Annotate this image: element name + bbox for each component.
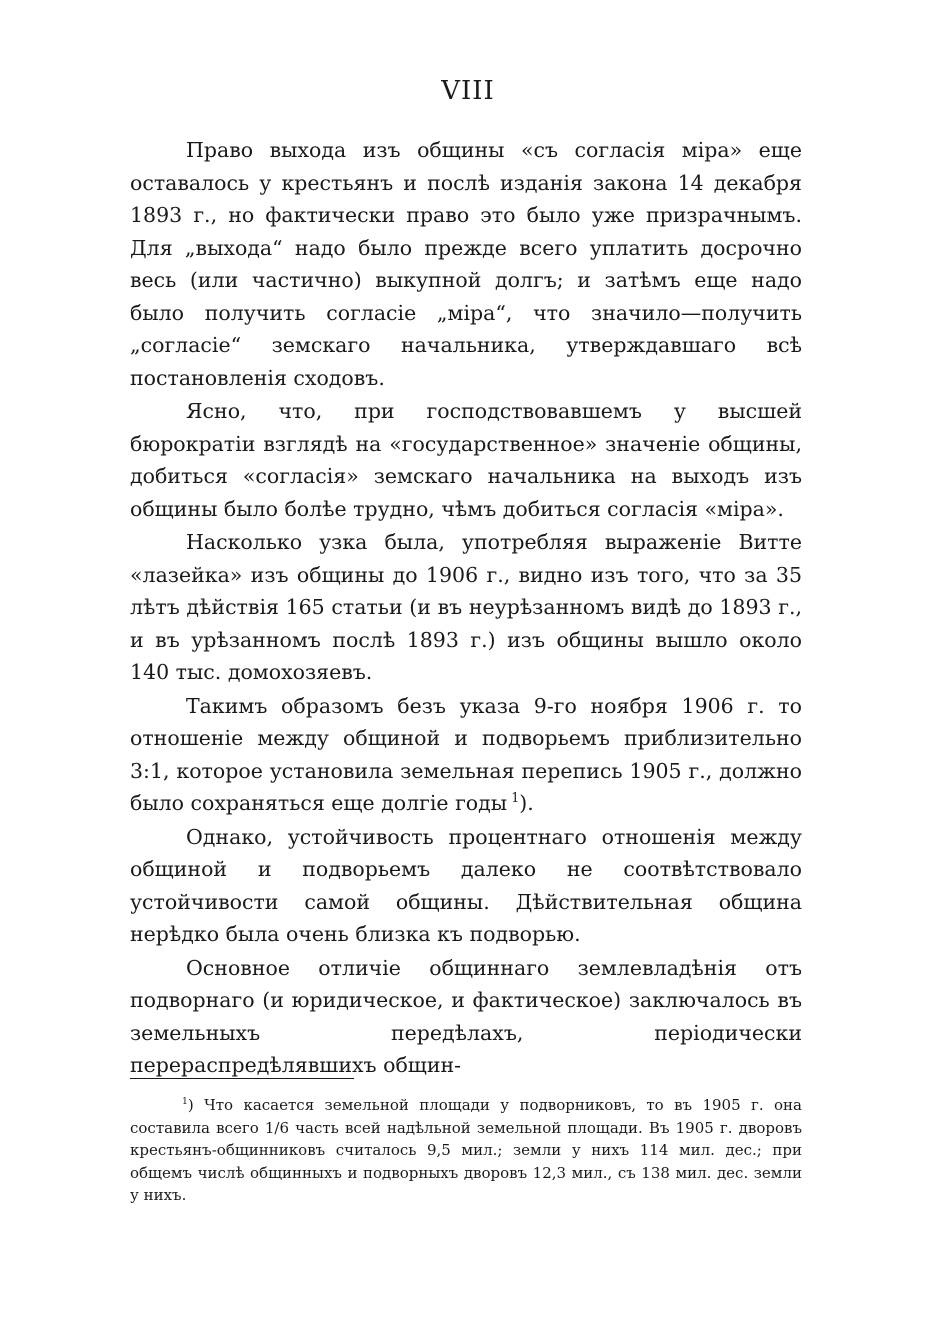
footnotes	[130, 1094, 802, 1207]
footnote-ref-1: 1	[511, 790, 520, 806]
paragraph-4	[130, 690, 802, 820]
body-text	[130, 134, 802, 1082]
paragraph-5: Однако, устойчивость процентнаго отношенія между общиной и подворьемъ далеко не соотвѣтствовало устойчивости самой общины. Дѣйствительная община нерѣдко была очень близка къ подворью.	[130, 824, 802, 946]
footnote-1	[130, 1094, 802, 1207]
footnote-text-a: Что касается земельной площади у подворниковъ, то въ 1905 г. она составила всего	[130, 1096, 802, 1137]
footnote-fraction: 1/6	[264, 1118, 289, 1137]
paragraph-3: Насколько узка была, употребляя выраженіе Витте «лазейка» изъ общины до 1906 г., видно изъ того, что за 35 лѣтъ дѣйствія 165 статьи (и въ неурѣзанномъ видѣ до 1893 г., и въ урѣзанномъ послѣ 1893 г.) изъ общины вышло около 140 тыс. домохозяевъ.	[130, 530, 802, 684]
footnote-divider	[130, 1078, 354, 1079]
paragraph-2: Ясно, что, при господствовавшемъ у высшей бюрократіи взглядѣ на «государственное» значеніе общины, добиться «согласія» земскаго начальника на выходъ изъ общины было болѣе трудно, чѣмъ добиться согласія «міра».	[130, 399, 802, 521]
footnote-marker-tail: )	[187, 1096, 205, 1114]
paragraph-4-tail: ).	[519, 791, 534, 815]
paragraph-1: Право выхода изъ общины «съ согласія міра» еще оставалось у крестьянъ и послѣ изданія закона 14 декабря 1893 г., но фактически право это было уже призрачнымъ. Для „выхода“ надо было прежде всего уплатить досрочно весь (или частично) выкупной долгъ; и затѣмъ еще надо было получить согласіе „міра“, что значило—получить „согласіе“ земскаго начальника, утверждавшаго всѣ постановленія сходовъ.	[130, 138, 802, 390]
footnote-marker: 1	[182, 1096, 188, 1107]
paragraph-4-text: Такимъ образомъ безъ указа 9-го ноября 1906 г. то отношеніе между общиной и подворьемъ приблизительно 3:1, которое установила земельная перепись 1905 г., должно было сохраняться еще долгіе годы	[130, 693, 802, 815]
paragraph-6: Основное отличіе общиннаго землевладѣнія отъ подворнаго (и юридическое, и фактическое) заключалось въ земельныхъ передѣлахъ, періодически перераспредѣлявшихъ общин-	[130, 955, 802, 1077]
footnote-text-b: часть всей надѣльной земельной площади. Въ 1905 г. дворовъ крестьянъ-общинниковъ считалось 9,5 мил.; земли у нихъ 114 мил. дес.; при общемъ числѣ общинныхъ и подворныхъ дворовъ 12,3 мил., съ 138 мил. дес. земли у нихъ.	[130, 1118, 802, 1204]
page-number: VIII	[441, 76, 495, 106]
